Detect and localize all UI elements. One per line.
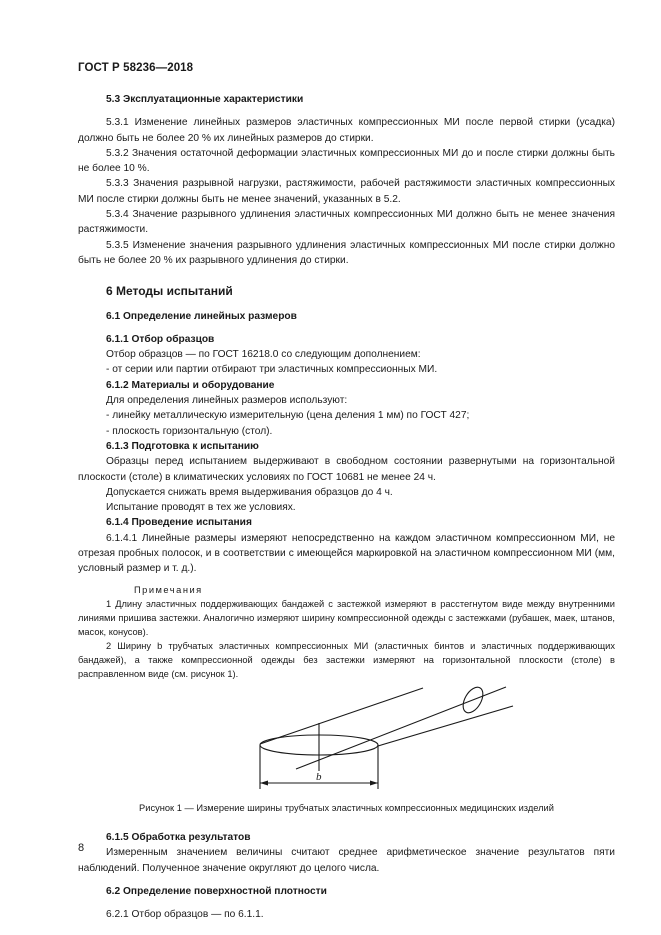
heading-6-1-4: 6.1.4 Проведение испытания bbox=[106, 517, 252, 529]
figure-caption: Рисунок 1 — Измерение ширины трубчатых эластичных компрессионных медицинских изделий bbox=[139, 802, 554, 813]
heading-6-1-3: 6.1.3 Подготовка к испытанию bbox=[106, 440, 259, 452]
tube-lower-outline bbox=[378, 706, 513, 746]
paragraph-5-3-2: 5.3.2 Значения остаточной деформации эластичных компрессионных МИ до и после стирки должны быть не более 10 %. bbox=[78, 147, 615, 175]
arrowhead-left bbox=[260, 780, 268, 785]
paragraph-5-3-5: 5.3.5 Изменение значения разрывного удлинения эластичных компрессионных МИ после стирки должно быть не более 20 % их разрывного удлинения до стирки. bbox=[78, 239, 615, 266]
page-content bbox=[78, 92, 615, 922]
notes-block bbox=[78, 583, 615, 681]
heading-section-6: 6 Методы испытаний bbox=[106, 284, 233, 299]
tubular-product-drawing bbox=[238, 683, 538, 799]
spacer bbox=[78, 876, 615, 884]
arrowhead-right bbox=[370, 780, 378, 785]
list-item: - от серии или партии отбирают три эластичных компрессионных МИ. bbox=[106, 364, 438, 376]
paragraph-6-1-4-1: 6.1.4.1 Линейные размеры измеряют непосредственно на каждом эластичном компрессионном МИ, не отрезая пробных полосок, и в соответствии с имеющейся маркировкой на эластичном компрессионном МИ (мм, условный размер и т. д.). bbox=[78, 532, 615, 575]
note-1: 1 Длину эластичных поддерживающих бандажей с застежкой измеряют в расстегнутом виде между внутренними линиями пришива застежки. Аналогично измеряют ширину компрессионной одежды с застежками (рубашек, маек, штанов, масок, конусов). bbox=[78, 598, 615, 637]
paragraph-6-1-3-a: Образцы перед испытанием выдерживают в свободном состоянии развернутыми на горизонтальной плоскости (столе) в климатических условиях по ГОСТ 10681 не менее 24 ч. bbox=[78, 456, 615, 483]
figure-1 bbox=[78, 683, 615, 799]
heading-6-2: 6.2 Определение поверхностной плотности bbox=[106, 885, 327, 897]
tube-center-axis bbox=[296, 687, 506, 769]
paragraph-6-1-2: Для определения линейных размеров используют: bbox=[106, 395, 348, 407]
paragraph-5-3-1: 5.3.1 Изменение линейных размеров эластичных компрессионных МИ после первой стирки (усадка) должно быть не более 20 % их линейных размеров до стирки. bbox=[78, 117, 615, 144]
document-header: ГОСТ Р 58236—2018 bbox=[78, 62, 194, 74]
paragraph-6-1-3-c: Испытание проводят в тех же условиях. bbox=[106, 502, 296, 514]
list-item: - плоскость горизонтальную (стол). bbox=[106, 425, 273, 437]
paragraph-6-1-3-b: Допускается снижать время выдерживания образцов до 4 ч. bbox=[106, 486, 393, 498]
notes-title: Примечания bbox=[134, 584, 203, 595]
page-number: 8 bbox=[78, 842, 85, 854]
heading-6-1-1: 6.1.1 Отбор образцов bbox=[106, 333, 215, 345]
paragraph-5-3-4: 5.3.4 Значение разрывного удлинения эластичных компрессионных МИ должно быть не менее значения растяжимости. bbox=[78, 209, 615, 236]
note-2: 2 Ширину b трубчатых эластичных компрессионных МИ (эластичных бинтов и эластичных поддерживающих бандажей), а также компрессионной одежды без застежки измеряют на горизонтальной плоскости (столе) в расправленном виде (см. рисунок 1). bbox=[78, 640, 615, 679]
paragraph-6-1-5: Измеренным значением величины считают среднее арифметическое значение результатов пяти наблюдений. Полученное значение округляют до целого числа. bbox=[78, 847, 615, 874]
heading-6-1: 6.1 Определение линейных размеров bbox=[106, 310, 297, 322]
heading-6-1-5: 6.1.5 Обработка результатов bbox=[106, 831, 251, 843]
width-label: b bbox=[316, 770, 322, 783]
paragraph-6-2-1: 6.2.1 Отбор образцов — по 6.1.1. bbox=[106, 909, 264, 921]
heading-5-3: 5.3 Эксплуатационные характеристики bbox=[106, 94, 304, 105]
paragraph-6-1-1: Отбор образцов — по ГОСТ 16218.0 со следующим дополнением: bbox=[106, 349, 421, 361]
heading-6-1-2: 6.1.2 Материалы и оборудование bbox=[106, 379, 275, 391]
list-item: - линейку металлическую измерительную (цена деления 1 мм) по ГОСТ 427; bbox=[106, 410, 470, 422]
paragraph-5-3-3: 5.3.3 Значения разрывной нагрузки, растяжимости, рабочей растяжимости эластичных компрессионных МИ после стирки должны быть не менее значений, указанных в 5.2. bbox=[78, 178, 615, 205]
